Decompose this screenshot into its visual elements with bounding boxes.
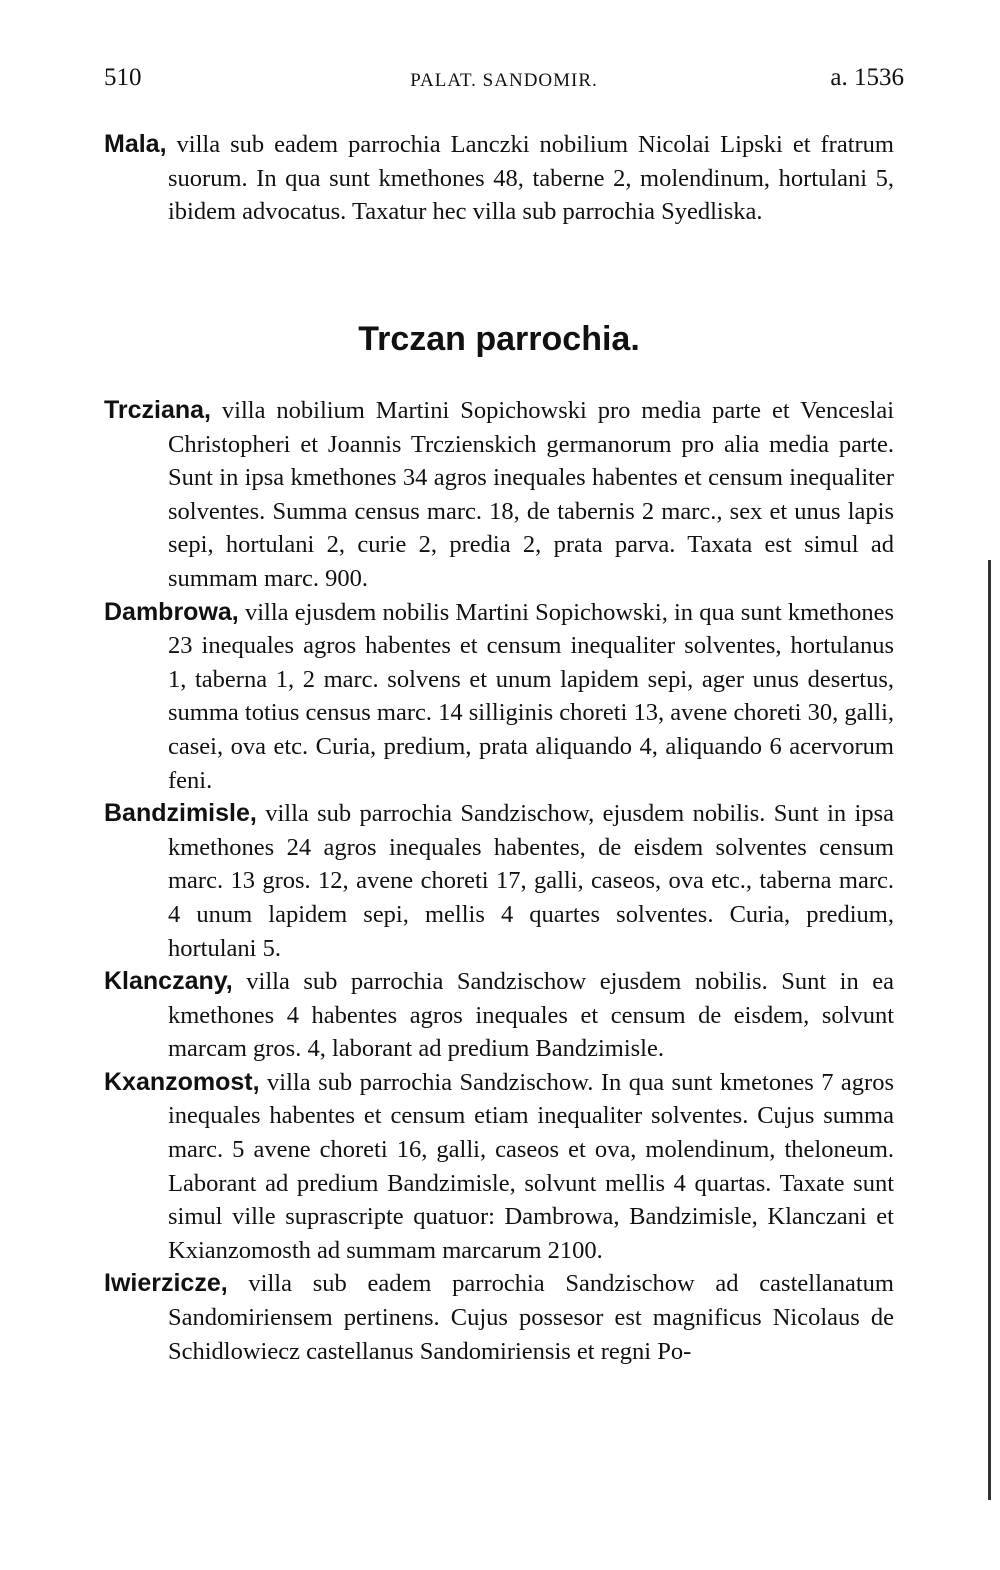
entry-text: villa sub parrochia Sandzischow ejusdem nobilis. Sunt in ea kmethones 4 habentes agros inequales et censum de eisdem, solvunt marcam gros. 4, laborant ad predium Bandzimisle. [168,968,894,1063]
entry-text: villa nobilium Martini Sopichowski pro media parte et Venceslai Christopheri et Joannis Trczienskich germanorum pro alia media parte. Sunt in ipsa kmethones 34 agros inequales habentes et censum inequaliter solventes. Summa census marc. 18, de tabernis 2 marc., sex et unus lapis sepi, hortulani 2, curie 2, predia 2, prata parva. Taxata est simul ad summam marc. 900. [168,397,894,592]
year-label: a. 1536 [830,64,904,91]
entry-text: villa sub eadem parrochia Lanczki nobilium Nicolai Lipski et fratrum suorum. In qua sunt kmethones 48, taberne 2, molendinum, hortulani 5, ibidem advocatus. Taxatur hec villa sub parrochia Syedliska. [166,131,894,226]
page-number: 510 [104,64,142,91]
binding-edge-line [988,560,991,1500]
village-entry [104,128,894,229]
main-entries [104,394,894,1368]
entry-text: villa sub parrochia Sandzischow, ejusdem nobilis. Sunt in ipsa kmethones 24 agros inequales habentes, de eisdem solventes censum marc. 13 gros. 12, avene choreti 17, galli, caseos, ova etc., taberna marc. 4 unum lapidem sepi, mellis 4 quartes solventes. Curia, predium, hortulani 5. [168,800,894,962]
village-name: Klanczany, [104,967,233,996]
village-name: Bandzimisle, [104,799,257,828]
entry-text: villa sub eadem parrochia Sandzischow ad castellanatum Sandomiriensem pertinens. Cujus possesor est magnificus Nicolaus de Schidlowiecz castellanus Sandomiriensis et regni Po- [168,1270,894,1365]
village-name: Trcziana, [104,396,211,424]
running-header [104,64,904,104]
top-entries [104,128,894,229]
village-name: Iwierzicze, [104,1269,228,1298]
section-heading: Trczan parrochia. [358,320,640,358]
village-name: Kxanzomost, [104,1067,260,1096]
village-entry [104,1066,894,1268]
running-title: PALAT. SANDOMIR. [410,70,598,91]
entry-text: villa ejusdem nobilis Martini Sopichowski, in qua sunt kmethones 23 inequales agros habentes et censum inequaliter solventes, hortulanus 1, taberna 1, 2 marc. solvens et unum lapidem sepi, ager unus desertus, summa totius census marc. 14 silliginis choreti 13, avene choreti 30, galli, casei, ova etc. Curia, predium, prata aliquando 4, aliquando 6 acervorum feni. [168,598,895,794]
village-entry [104,394,894,596]
village-name: Dambrowa, [104,597,239,626]
village-entry [104,596,894,798]
village-entry [104,797,894,965]
entry-text: villa sub parrochia Sandzischow. In qua sunt kmetones 7 agros inequales habentes et censum etiam inequaliter solventes. Cujus summa marc. 5 avene choreti 16, galli, caseos et ova, molendinum, theloneum. Laborant ad predium Bandzimisle, solvunt mellis 4 quartas. Taxate sunt simul ville suprascripte quatuor: Dambrowa, Bandzimisle, Klanczani et Kxianzomosth ad summam marcarum 2100. [168,1068,894,1264]
village-entry [104,965,894,1066]
village-entry [104,1267,894,1368]
village-name: Mala, [104,130,167,158]
